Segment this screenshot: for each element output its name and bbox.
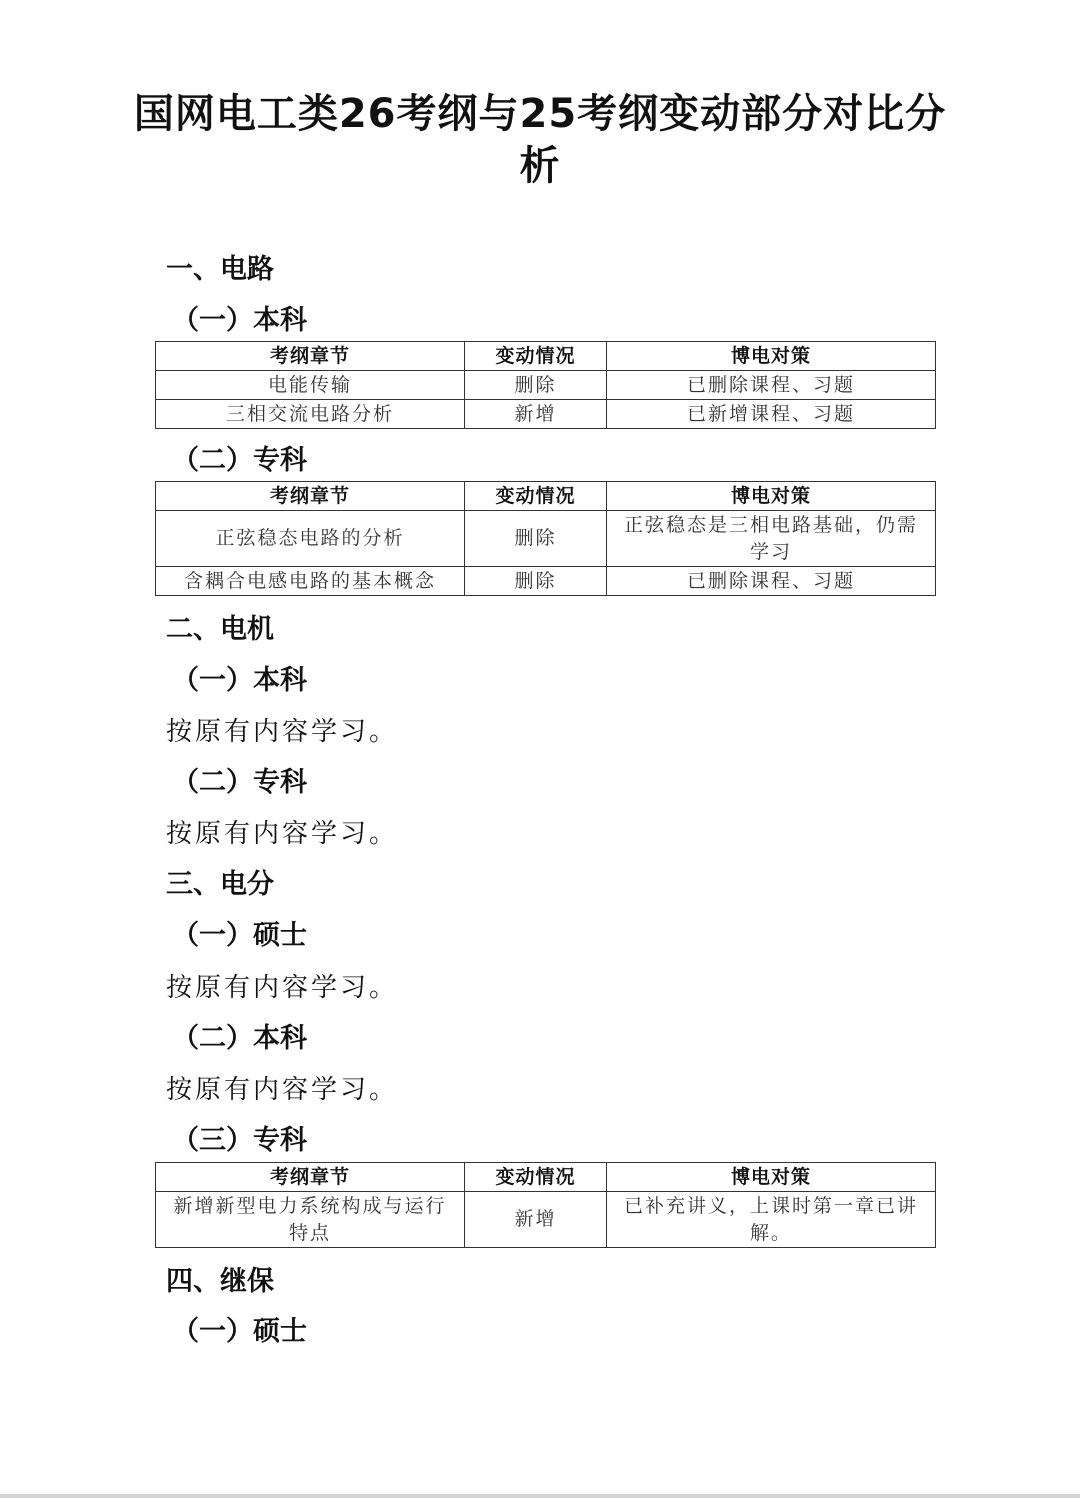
cell-change: 删除	[465, 371, 607, 400]
table-circuit-undergrad	[155, 341, 936, 429]
subheading-circuit-undergrad: （一）本科	[172, 305, 307, 336]
subheading-power-analysis-undergrad: （二）本科	[172, 1023, 307, 1054]
cell-chapter: 新增新型电力系统构成与运行特点	[156, 1192, 465, 1248]
cell-change: 新增	[465, 400, 607, 429]
cell-change: 删除	[465, 511, 607, 567]
table-row	[156, 511, 936, 567]
cell-strategy: 已删除课程、习题	[607, 371, 936, 400]
header-strategy: 博电对策	[607, 482, 936, 511]
subheading-motor-undergrad: （一）本科	[172, 665, 307, 696]
header-strategy: 博电对策	[607, 1163, 936, 1192]
header-change: 变动情况	[465, 1163, 607, 1192]
cell-strategy: 已删除课程、习题	[607, 567, 936, 596]
cell-strategy: 正弦稳态是三相电路基础，仍需学习	[607, 511, 936, 567]
table-header-row	[156, 342, 936, 371]
subheading-relay-master: （一）硕士	[172, 1316, 307, 1347]
table-header-row	[156, 1163, 936, 1192]
cell-chapter: 含耦合电感电路的基本概念	[156, 567, 465, 596]
paragraph-motor-undergrad: 按原有内容学习。	[166, 717, 399, 747]
section-heading-circuit: 一、电路	[166, 254, 274, 285]
cell-change: 删除	[465, 567, 607, 596]
table-row	[156, 400, 936, 429]
table-header-row	[156, 482, 936, 511]
paragraph-power-analysis-undergrad: 按原有内容学习。	[166, 1075, 399, 1105]
section-heading-motor: 二、电机	[166, 614, 274, 645]
table-row	[156, 567, 936, 596]
cell-strategy: 已新增课程、习题	[607, 400, 936, 429]
document-title: 国网电工类26考纲与25考纲变动部分对比分析	[133, 91, 947, 189]
cell-strategy: 已补充讲义，上课时第一章已讲解。	[607, 1192, 936, 1248]
header-strategy: 博电对策	[607, 342, 936, 371]
header-chapter: 考纲章节	[156, 342, 465, 371]
subheading-power-analysis-college: （三）专科	[172, 1125, 307, 1156]
subheading-circuit-college: （二）专科	[172, 445, 307, 476]
subheading-power-analysis-master: （一）硕士	[172, 920, 307, 951]
cell-chapter: 电能传输	[156, 371, 465, 400]
header-change: 变动情况	[465, 342, 607, 371]
section-heading-power-analysis: 三、电分	[166, 869, 274, 900]
paragraph-motor-college: 按原有内容学习。	[166, 819, 399, 849]
paragraph-power-analysis-master: 按原有内容学习。	[166, 973, 399, 1003]
table-power-analysis-college	[155, 1162, 936, 1248]
section-heading-relay: 四、继保	[166, 1266, 274, 1297]
table-row	[156, 1192, 936, 1248]
page-bottom-edge	[0, 1494, 1080, 1498]
header-change: 变动情况	[465, 482, 607, 511]
table-circuit-college	[155, 481, 936, 596]
header-chapter: 考纲章节	[156, 482, 465, 511]
cell-chapter: 三相交流电路分析	[156, 400, 465, 429]
table-row	[156, 371, 936, 400]
cell-chapter: 正弦稳态电路的分析	[156, 511, 465, 567]
subheading-motor-college: （二）专科	[172, 767, 307, 798]
cell-change: 新增	[465, 1192, 607, 1248]
header-chapter: 考纲章节	[156, 1163, 465, 1192]
